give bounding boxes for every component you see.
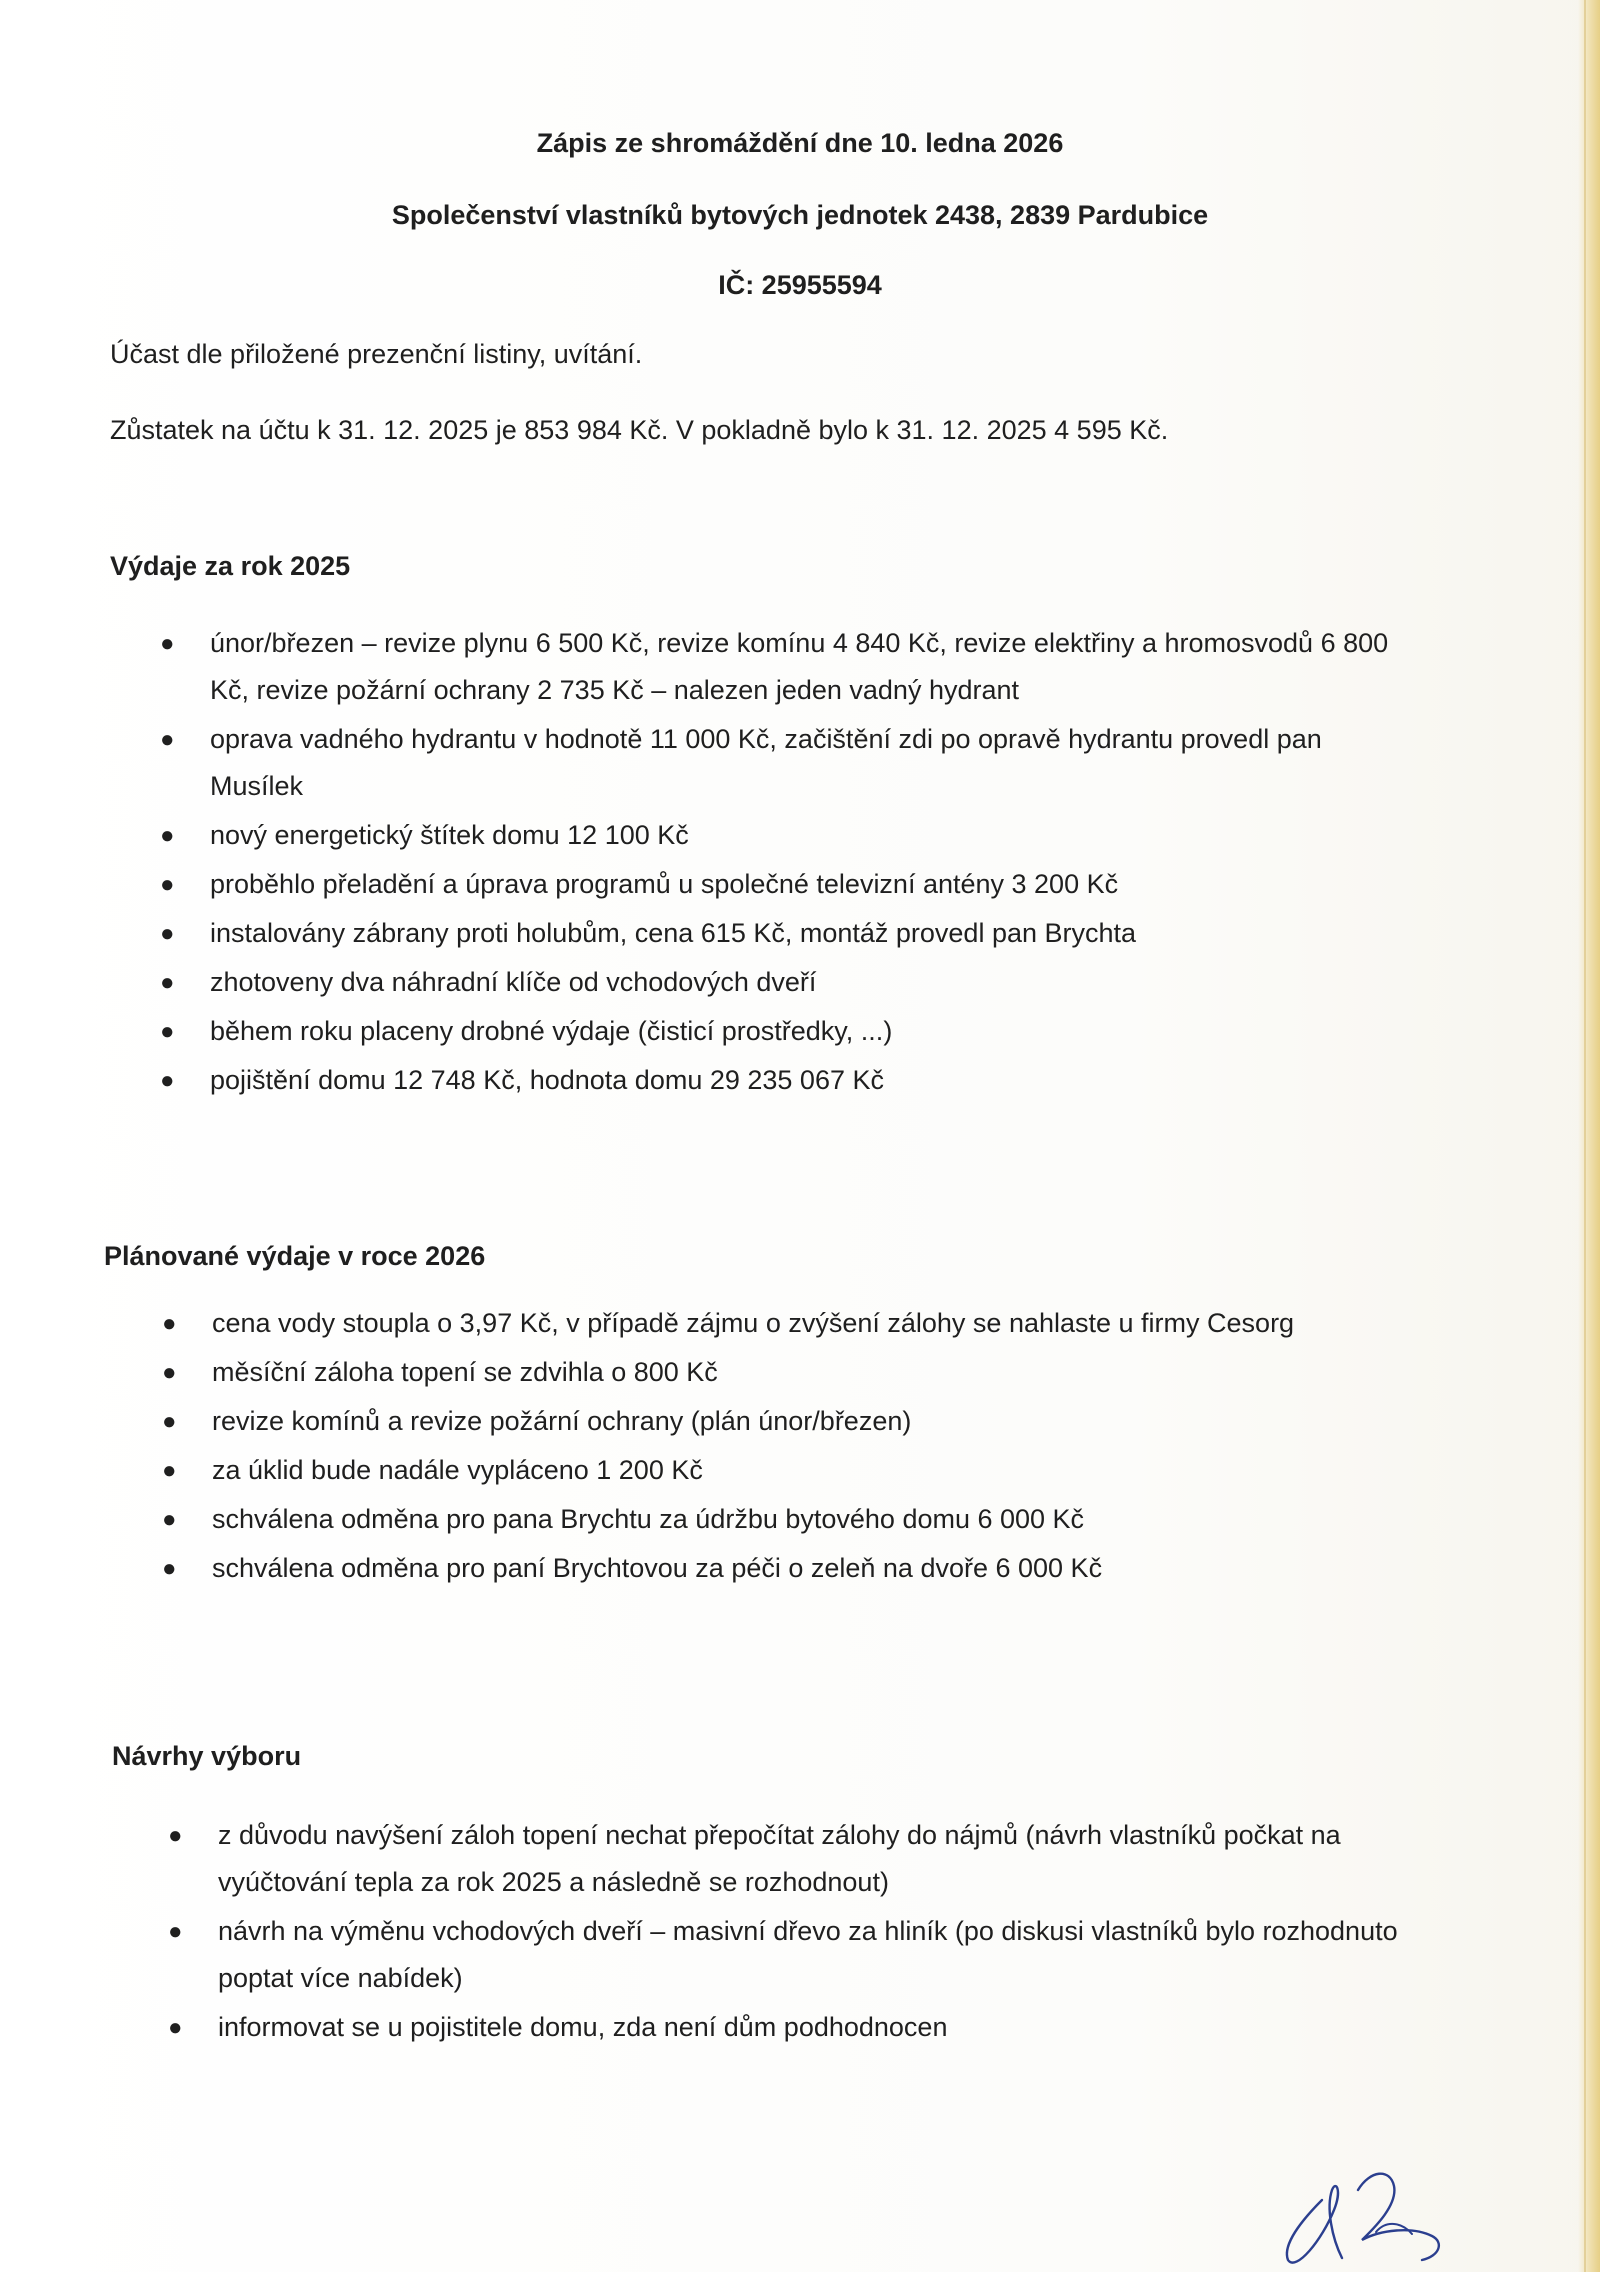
- list-item: ● za úklid bude nadále vypláceno 1 200 Kč: [212, 1447, 1412, 1494]
- section-title-expenses-2025: Výdaje za rok 2025: [110, 551, 351, 581]
- balance-paragraph: Zůstatek na účtu k 31. 12. 2025 je 853 984 Kč. V pokladně bylo k 31. 12. 2025 4 595 Kč.: [110, 415, 1169, 445]
- attendance-paragraph: Účast dle přiložené prezenční listiny, uvítání.: [110, 339, 643, 369]
- list-item: ● schválena odměna pro pana Brychtu za údržbu bytového domu 6 000 Kč: [212, 1496, 1412, 1543]
- section-title-planned-2026: Plánované výdaje v roce 2026: [104, 1241, 486, 1271]
- list-item: ● cena vody stoupla o 3,97 Kč, v případě zájmu o zvýšení zálohy se nahlaste u firmy Cesorg: [212, 1300, 1412, 1347]
- bullet-icon: ●: [160, 726, 175, 753]
- bullet-icon: ●: [168, 1918, 183, 1945]
- bullet-icon: ●: [160, 822, 175, 849]
- list-item: ● z důvodu navýšení záloh topení nechat přepočítat zálohy do nájmů (návrh vlastníků počkat na vyúčtování tepla za rok 2025 a následně se rozhodnout): [218, 1812, 1438, 1906]
- bullet-icon: ●: [168, 2014, 183, 2041]
- bullet-icon: ●: [160, 630, 175, 657]
- organization-id: IČ: 25955594: [718, 270, 882, 300]
- bullet-icon: ●: [168, 1822, 183, 1849]
- list-item: ● informovat se u pojistitele domu, zda není dům podhodnocen: [218, 2004, 1438, 2051]
- list-item: ● proběhlo přeladění a úprava programů u společné televizní antény 3 200 Kč: [210, 861, 1390, 908]
- list-item: ● nový energetický štítek domu 12 100 Kč: [210, 812, 1390, 859]
- section-title-committee-proposals: Návrhy výboru: [112, 1741, 302, 1771]
- list-item: ● revize komínů a revize požární ochrany (plán únor/březen): [212, 1398, 1412, 1445]
- list-item: ● měsíční záloha topení se zdvihla o 800 Kč: [212, 1349, 1412, 1396]
- list-item: ● instalovány zábrany proti holubům, cena 615 Kč, montáž provedl pan Brychta: [210, 910, 1390, 957]
- bullet-icon: ●: [160, 920, 175, 947]
- bullet-icon: ●: [162, 1457, 177, 1484]
- list-item: ● návrh na výměnu vchodových dveří – masivní dřevo za hliník (po diskusi vlastníků bylo rozhodnuto poptat více nabídek): [218, 1908, 1438, 2002]
- bullet-icon: ●: [162, 1408, 177, 1435]
- list-item: ● únor/březen – revize plynu 6 500 Kč, revize komínu 4 840 Kč, revize elektřiny a hromosvodů 6 800 Kč, revize požární ochrany 2 735 Kč – nalezen jeden vadný hydrant: [210, 620, 1390, 714]
- list-item: ● oprava vadného hydrantu v hodnotě 11 000 Kč, začištění zdi po opravě hydrantu provedl pan Musílek: [210, 716, 1390, 810]
- organization-name: Společenství vlastníků bytových jednotek 2438, 2839 Pardubice: [391, 200, 1209, 230]
- bullet-icon: ●: [160, 969, 175, 996]
- photo-edge: [1578, 0, 1600, 2272]
- bullet-icon: ●: [162, 1506, 177, 1533]
- list-item: ● schválena odměna pro paní Brychtovou za péči o zeleň na dvoře 6 000 Kč: [212, 1545, 1412, 1592]
- document-header: [0, 128, 1600, 300]
- expenses-2025-list: [160, 620, 1390, 1106]
- list-item: ● během roku placeny drobné výdaje (čisticí prostředky, ...): [210, 1008, 1390, 1055]
- list-item: ● pojištění domu 12 748 Kč, hodnota domu 29 235 067 Kč: [210, 1057, 1390, 1104]
- bullet-icon: ●: [160, 1067, 175, 1094]
- committee-proposals-list: [168, 1812, 1438, 2053]
- planned-2026-list: [162, 1300, 1412, 1594]
- document-title: Zápis ze shromáždění dne 10. ledna 2026: [536, 128, 1064, 158]
- bullet-icon: ●: [162, 1555, 177, 1582]
- signature-image: [1262, 2160, 1462, 2272]
- bullet-icon: ●: [162, 1310, 177, 1337]
- list-item: ● zhotoveny dva náhradní klíče od vchodových dveří: [210, 959, 1390, 1006]
- bullet-icon: ●: [160, 1018, 175, 1045]
- photo-edge-line: [1584, 0, 1586, 2272]
- bullet-icon: ●: [160, 871, 175, 898]
- bullet-icon: ●: [162, 1359, 177, 1386]
